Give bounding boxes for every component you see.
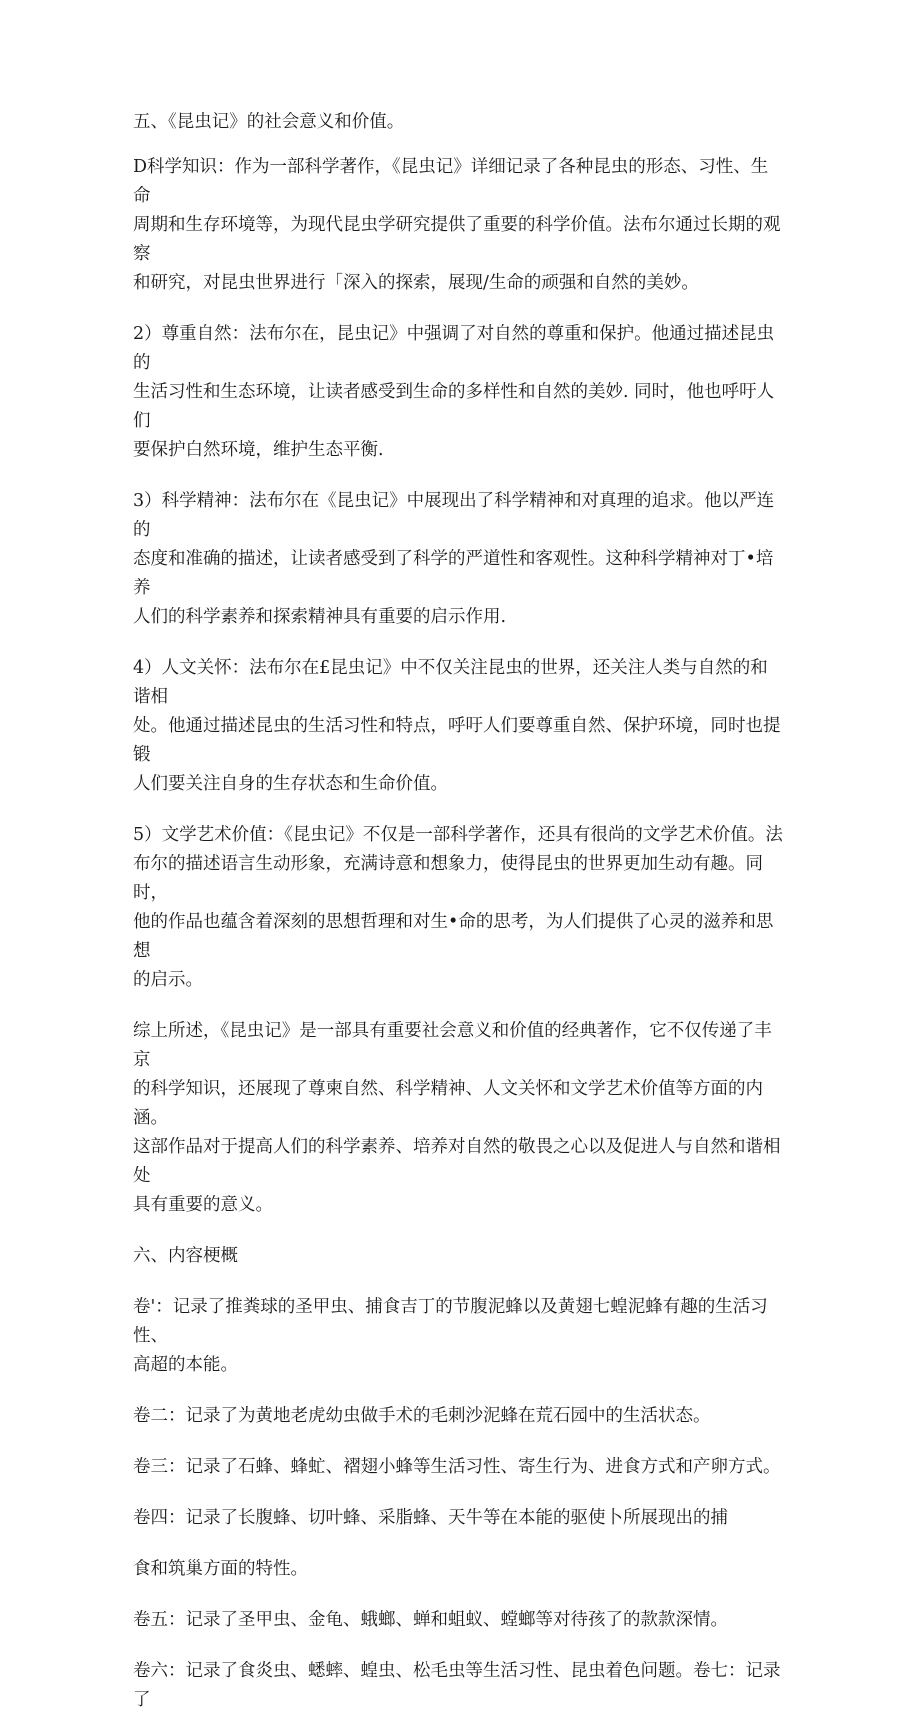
section-5-item-3: 3）科学精神：法布尔在《昆虫记》中展现出了科学精神和对真理的追求。他以严连的 态度和准确的描述，让读者感受到了科学的严道性和客观性。这种科学精神对丁•培养 人们的科学素养和探索精神具有重要的启示作用.: [133, 491, 775, 627]
volume-1: 卷'：记录了推粪球的圣甲虫、捕食吉丁的节腹泥蜂以及黄翅七蝗泥蜂有趣的生活习性、 高超的本能。: [133, 1297, 768, 1375]
section-5-item-2: 2）尊重自然：法布尔在，昆虫记》中强调了对自然的尊重和保护。他通过描述昆虫的 生活习性和生态环境，让读者感受到生命的多样性和自然的美妙. 同时，他也呼吁人们 要保护白然环境，维护生态平衡.: [133, 324, 775, 460]
volume-4: 卷四：记录了长腹蜂、切叶蜂、采脂蜂、天牛等在本能的驱使卜所展现出的捕: [133, 1508, 728, 1528]
document-body: [133, 108, 783, 1715]
section-5-item-1: D科学知识：作为一部科学著作，《昆虫记》详细记录了各种昆虫的形态、习性、生命 周期和生存环境等，为现代昆虫学研究提供了重要的科学价值。法布尔通过长期的观察 和研究，对昆虫世界进行「深入的探索，展现/生命的顽强和自然的美妙。: [133, 157, 781, 293]
volume-2: 卷二：记录了为黄地老虎幼虫做手术的毛刺沙泥蜂在荒石园中的生活状态。: [133, 1406, 711, 1426]
section-5-item-4: 4）人文关怀：法布尔在£昆虫记》中不仅关注昆虫的世界，还关注人类与自然的和谐相 处。他通过描述昆虫的生活习性和特点，呼吁人们要尊重自然、保护环境，同时也提锻 人们要关注自身的生存状态和生命价值。: [133, 658, 781, 794]
section-5-summary: 综上所述，《昆虫记》是一部具有重要社会意义和价值的经典著作，它不仅传递了丰京 的科学知识，还展现了尊柬自然、科学精神、人文关怀和文学艺术价值等方面的内涵。 这部作品对于提高人们的科学素养、培养对自然的敬畏之心以及促进人与自然和谐相处 具有重要的意义。: [133, 1021, 781, 1215]
volume-3: 卷三：记录了石蜂、蜂虻、褶翅小蜂等生活习性、寄生行为、进食方式和产卵方式。: [133, 1457, 781, 1477]
volume-6: 卷六：记录了食炎虫、蟋蟀、蝗虫、松毛虫等生活习性、昆虫着色问题。卷七：记录了: [133, 1661, 781, 1710]
volume-4-continued: 食和筑巢方面的特性。: [133, 1559, 308, 1579]
section-5-heading: 五、《昆虫记》的社会意义和价值。: [133, 112, 405, 132]
section-6-heading: 六、内容梗概: [133, 1246, 238, 1266]
section-5-item-5: 5）文学艺术价值：《昆虫记》不仅是一部科学著作，还具有很尚的文学艺术价值。法 布尔的描述语言生动形象，充满诗意和想象力，使得昆虫的世界更加生动有趣。同时， 他的作品也蕴含着深刻的思想哲理和对生•命的思考，为人们提供了心灵的滋养和思想 的启示。: [133, 825, 783, 990]
volume-5: 卷五：记录了圣甲虫、金龟、蛾螂、蝉和蛆蚁、螳螂等对待孩了的款款深情。: [133, 1610, 728, 1630]
